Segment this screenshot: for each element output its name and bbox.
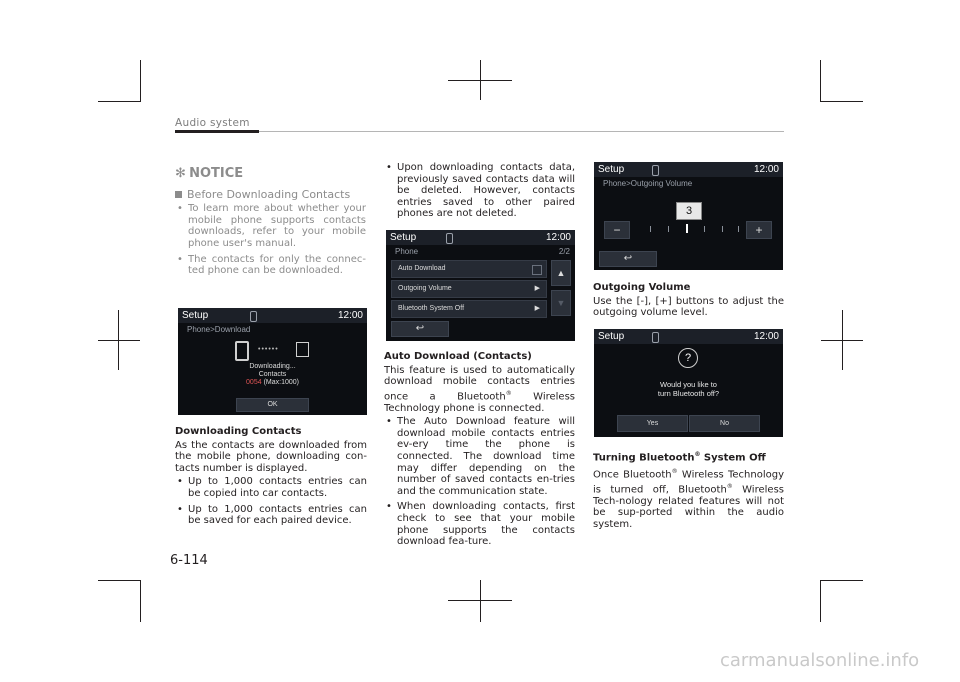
notice-bullet: • The contacts for only the connec-ted phone can be downloaded. xyxy=(177,253,366,277)
breadcrumb: Phone>Outgoing Volume xyxy=(603,179,693,188)
body-text: This feature is used to automatically download mobile contacts entries once a Bluetooth xyxy=(384,364,575,403)
col2-top-bullet xyxy=(384,162,575,220)
section-heading: Downloading Contacts xyxy=(175,426,302,437)
notice-symbol-icon: ✻ xyxy=(175,166,186,181)
contacts-icon xyxy=(296,342,309,357)
volume-level: 3 xyxy=(676,202,702,220)
notice-heading xyxy=(175,168,366,181)
downloading-contacts-section xyxy=(175,426,367,527)
watermark: carmanualsonline.info xyxy=(720,650,920,671)
heading-text: System Off xyxy=(700,452,766,464)
ok-button[interactable]: OK xyxy=(236,398,309,412)
chevron-right-icon: ▶ xyxy=(534,285,540,292)
section-heading: Auto Download (Contacts) xyxy=(384,351,532,362)
yes-button[interactable]: Yes xyxy=(617,415,688,432)
screen-clock: 12:00 xyxy=(753,331,779,342)
notice-subhead-text: Before Downloading Contacts xyxy=(187,187,351,201)
volume-minus-button[interactable]: − xyxy=(604,221,630,239)
dialog-message xyxy=(594,380,783,398)
menu-item-auto-download[interactable] xyxy=(391,260,547,278)
screen-clock: 12:00 xyxy=(545,232,571,243)
scroll-up-button[interactable]: ▲ xyxy=(551,260,571,286)
notice-bullet-text: To learn more about whether your mobile phone supports contacts downloads, refer to your mobile phone user's manual. xyxy=(188,203,366,249)
section-heading: Outgoing Volume xyxy=(593,282,691,293)
menu-item-label: Outgoing Volume xyxy=(398,285,452,292)
back-arrow-icon: ↩ xyxy=(623,253,633,264)
auto-download-section xyxy=(384,351,575,548)
bullet-item: • Upon downloading contacts data, previously saved contacts data will be deleted. However, contacts entries saved to other paired phones are not deleted. xyxy=(386,162,575,220)
bluetooth-icon xyxy=(652,165,659,176)
bullet-text: When downloading contacts, first check to see that your mobile phone supports the contacts download fea-ture. xyxy=(397,501,575,548)
notice-subhead xyxy=(175,189,366,201)
status-line: Downloading... xyxy=(249,363,296,370)
outgoing-volume-section xyxy=(593,282,784,319)
square-bullet-icon xyxy=(175,191,182,198)
page-number: 6-114 xyxy=(170,553,208,568)
body-text: Wireless Technology phone is connected. xyxy=(384,391,575,414)
bullet-item: • The Auto Download feature will download mobile contacts entries ev-ery time the phone is connected. The download time may differ depending on the number of saved contacts en-tries and the communication state. xyxy=(386,416,575,497)
bullet-text: Up to 1,000 contacts entries can be saved for each paired device. xyxy=(188,503,367,527)
checkbox-icon[interactable] xyxy=(532,265,542,275)
bluetooth-off-section xyxy=(593,449,784,531)
bullet-item: • When downloading contacts, first check to see that your mobile phone supports the contacts download fea-ture. xyxy=(386,501,575,548)
header-bar xyxy=(175,130,259,133)
menu-item-label: Auto Download xyxy=(398,265,446,272)
back-button[interactable] xyxy=(391,321,449,337)
screen-clock: 12:00 xyxy=(753,164,779,175)
body-text: Once Bluetooth xyxy=(593,469,672,481)
section-heading xyxy=(593,449,784,464)
back-button[interactable] xyxy=(599,251,657,267)
screen-title: Setup xyxy=(598,331,625,342)
registered-mark: ® xyxy=(505,389,512,397)
download-status xyxy=(178,363,367,387)
screen-bluetooth-off xyxy=(594,329,783,437)
screen-outgoing-volume xyxy=(594,162,783,270)
bluetooth-icon xyxy=(446,233,453,244)
registered-mark: ® xyxy=(671,467,678,475)
screen-clock: 12:00 xyxy=(337,310,363,321)
scroll-down-button[interactable]: ▼ xyxy=(551,290,571,316)
question-icon: ? xyxy=(678,348,698,368)
dialog-line: turn Bluetooth off? xyxy=(657,389,720,398)
dialog-line: Would you like to xyxy=(660,380,717,389)
notice-title: NOTICE xyxy=(189,166,244,181)
section-body: As the contacts are downloaded from the mobile phone, downloading con-tacts number is displayed. xyxy=(175,439,367,474)
page-indicator: 2/2 xyxy=(558,247,570,256)
phone-icon xyxy=(235,341,249,361)
bluetooth-icon xyxy=(652,332,659,343)
screen-download xyxy=(178,308,367,415)
volume-plus-button[interactable]: + xyxy=(746,221,772,239)
section-body xyxy=(384,365,575,415)
bullet-text: The Auto Download feature will download mobile contacts entries ev-ery time the phone is connected. The download time may differ depending on the number of saved contacts en-tries and the communication state. xyxy=(397,416,575,497)
registered-mark: ® xyxy=(694,451,701,458)
section-body xyxy=(593,466,784,531)
header-rule xyxy=(259,131,784,132)
screen-title: Setup xyxy=(182,310,209,321)
bluetooth-icon xyxy=(250,311,257,322)
contact-count: 0054 xyxy=(246,379,262,386)
heading-text: Turning Bluetooth xyxy=(593,452,695,464)
notice-box xyxy=(175,168,366,277)
bullet-text: Up to 1,000 contacts entries can be copied into car contacts. xyxy=(188,476,367,499)
no-button[interactable]: No xyxy=(689,415,760,432)
screen-phone-menu xyxy=(386,230,575,341)
menu-item-bluetooth-system-off[interactable] xyxy=(391,300,547,318)
bullet-item: • Up to 1,000 contacts entries can be saved for each paired device. xyxy=(177,503,367,527)
menu-item-label: Bluetooth System Off xyxy=(398,305,465,312)
notice-bullet-text: The contacts for only the connec-ted phone can be downloaded. xyxy=(188,253,366,277)
notice-bullet: • To learn more about whether your mobile phone supports contacts downloads, refer to your mobile phone user's manual. xyxy=(177,203,366,249)
body-text: Wireless Technology is turned off, Bluetooth xyxy=(593,469,784,496)
screen-title: Setup xyxy=(598,164,625,175)
back-arrow-icon: ↩ xyxy=(415,323,425,334)
contact-max: (Max:1000) xyxy=(263,379,299,386)
breadcrumb: Phone xyxy=(395,247,419,256)
breadcrumb: Phone>Download xyxy=(187,325,251,334)
volume-scale xyxy=(638,226,746,234)
screen-title: Setup xyxy=(390,232,417,243)
section-title: Audio system xyxy=(175,117,250,129)
bullet-text: Upon downloading contacts data, previously saved contacts data will be deleted. However, contacts entries saved to other paired phones are not deleted. xyxy=(397,162,575,220)
registered-mark: ® xyxy=(726,482,733,490)
chevron-right-icon: ▶ xyxy=(534,305,540,312)
menu-item-outgoing-volume[interactable] xyxy=(391,280,547,298)
body-text: Wireless Tech-nology related features will not be sup-ported within the audio system. xyxy=(593,484,784,530)
bullet-item: • Up to 1,000 contacts entries can be copied into car contacts. xyxy=(177,476,367,499)
status-line: Contacts xyxy=(258,371,287,378)
section-body: Use the [-], [+] buttons to adjust the outgoing volume level. xyxy=(593,295,784,319)
progress-dots: •••••• xyxy=(258,346,279,353)
